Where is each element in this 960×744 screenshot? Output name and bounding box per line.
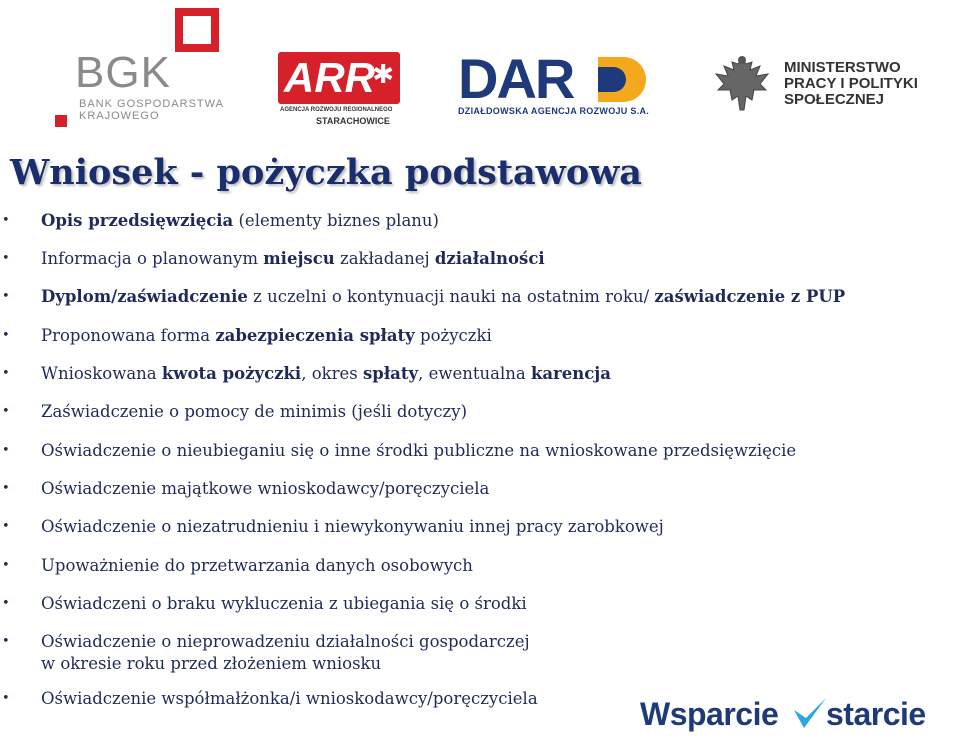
list-item-text	[41, 401, 467, 423]
plain-text: , ewentualna	[418, 364, 531, 383]
list-item-text	[41, 325, 492, 347]
plain-text: Upoważnienie do przetwarzania danych osobowych	[41, 556, 473, 575]
list-item-text	[41, 688, 538, 710]
bullet-icon: •	[2, 519, 10, 534]
list-item-text	[41, 593, 527, 615]
ministry-text	[784, 60, 918, 108]
plain-text: pożyczki	[414, 326, 492, 345]
arr-box	[278, 52, 400, 104]
bullet-icon: •	[2, 443, 10, 458]
emphasis-text: działalności	[434, 249, 545, 268]
wsparcie-part2: starcie	[826, 696, 926, 732]
ministry-line1: MINISTERSTWO	[784, 59, 901, 76]
plain-text: Oświadczenie współmałżonka/i wnioskodawcy/poręczyciela	[41, 689, 538, 708]
dar-mark-icon	[598, 57, 646, 102]
list-item-text	[41, 363, 611, 385]
wsparcie-part1: Wsparcie	[640, 696, 779, 732]
arr-logo	[278, 52, 400, 127]
emphasis-text: Opis przedsięwzięcia	[41, 211, 234, 230]
plain-text: z uczelni o kontynuacji nauki na ostatnim roku/	[247, 287, 655, 306]
emphasis-text: zabezpieczenia spłaty	[215, 326, 415, 345]
bullet-icon: •	[2, 481, 10, 496]
plain-text: , okres	[301, 364, 363, 383]
plain-text: Oświadczenie o nieprowadzeniu działalności gospodarczej	[41, 632, 530, 651]
emphasis-text: zaświadczenie z PUP	[654, 287, 846, 306]
ministry-logo	[712, 52, 942, 122]
bgk-letters: BGK	[75, 48, 171, 97]
page-title: Wniosek - pożyczka podstawowa	[10, 152, 642, 193]
list-item-text	[41, 286, 845, 308]
bullet-icon: •	[2, 328, 10, 343]
list-item-text	[41, 478, 489, 500]
plain-text: Oświadczenie o nieubieganiu się o inne środki publiczne na wnioskowane przedsięwzięcie	[41, 441, 797, 460]
plain-text: Oświadczeni o braku wykluczenia z ubiegania się o środki	[41, 594, 527, 613]
bullet-icon: •	[2, 251, 10, 266]
bgk-line2: KRAJOWEGO	[79, 110, 160, 122]
arr-line2: STARACHOWICE	[316, 116, 390, 126]
bgk-dot-icon	[55, 115, 67, 127]
plain-text: Wnioskowana	[41, 364, 162, 383]
bgk-square-icon	[175, 8, 219, 52]
list-item-text	[41, 440, 796, 462]
arr-letters: ARR	[284, 54, 375, 101]
bgk-subtitle	[79, 98, 224, 122]
checkmark-icon	[790, 694, 830, 734]
emphasis-text: Dyplom/zaświadczenie	[41, 287, 248, 306]
list-item-text	[41, 555, 473, 577]
plain-text: zakładanej	[334, 249, 435, 268]
star-icon: ✱	[372, 60, 394, 90]
dar-logo	[458, 47, 653, 119]
ministry-line2: PRACY I POLITYKI	[784, 75, 918, 92]
eagle-icon	[712, 52, 772, 117]
bullet-icon: •	[2, 596, 10, 611]
bullet-icon: •	[2, 404, 10, 419]
bgk-line1: BANK GOSPODARSTWA	[79, 98, 224, 110]
arr-line1: AGENCJA ROZWOJU REGIONALNEGO	[280, 107, 393, 113]
bullet-icon: •	[2, 558, 10, 573]
emphasis-text: karencja	[530, 364, 611, 383]
bullet-icon: •	[2, 289, 10, 304]
ministry-line3: SPOŁECZNEJ	[784, 91, 885, 108]
dar-letters: DAR	[458, 47, 574, 110]
logo-bar	[0, 0, 960, 135]
list-item-text	[41, 516, 664, 538]
dar-subtitle: DZIAŁDOWSKA AGENCJA ROZWOJU S.A.	[458, 106, 650, 116]
plain-text: Informacja o planowanym	[41, 249, 264, 268]
plain-text: Oświadczenie o niezatrudnieniu i niewykonywaniu innej pracy zarobkowej	[41, 517, 664, 536]
list-item-text	[41, 631, 530, 675]
emphasis-text: kwota pożyczki	[161, 364, 302, 383]
emphasis-text: spłaty	[363, 364, 419, 383]
plain-text: Oświadczenie majątkowe wnioskodawcy/poręczyciela	[41, 479, 490, 498]
plain-text: (elementy biznes planu)	[233, 211, 439, 230]
list-item-text	[41, 248, 545, 270]
bullet-icon: •	[2, 691, 10, 706]
plain-text: Zaświadczenie o pomocy de minimis (jeśli dotyczy)	[41, 402, 468, 421]
emphasis-text: miejscu	[263, 249, 335, 268]
bullet-icon: •	[2, 634, 10, 649]
list-item-text	[41, 210, 439, 232]
wsparcie-logo	[640, 694, 952, 736]
plain-text: Proponowana forma	[41, 326, 216, 345]
bgk-logo	[55, 8, 245, 128]
list-item-text-line2: w okresie roku przed złożeniem wniosku	[41, 654, 382, 673]
bullet-icon: •	[2, 213, 10, 228]
bullet-icon: •	[2, 366, 10, 381]
